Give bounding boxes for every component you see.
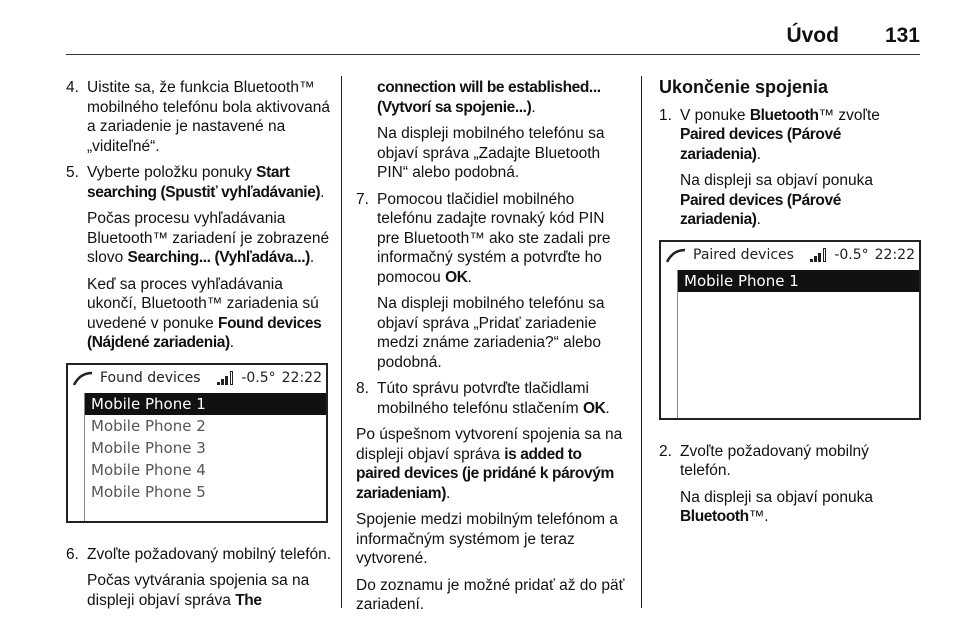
step-text: V ponuke Bluetooth™ zvoľte Paired devices (Párové zariadenia). (680, 106, 880, 163)
paragraph: Do zoznamu je možné pridať až do päť zariadení. (356, 576, 625, 613)
step-text: Na displeji sa objaví ponuka Paired devices (Párové zariadenia). (680, 172, 874, 228)
step-8 (356, 379, 628, 418)
step-text: Na displeji mobilného telefónu sa objaví správa „Pridať zariadenie medzi známe zariadenia?“ alebo podobná. (377, 295, 605, 371)
step-number: 5. (66, 164, 79, 181)
screen-body (68, 393, 326, 521)
step-text: Pomocou tlačidiel mobilného telefónu zadajte rovnaký kód PIN pre Bluetooth™ ako ste zadali pre informačný systém a potvrďte ho pomocou OK. (377, 190, 611, 286)
column-2 (356, 78, 628, 622)
screen-title: Found devices (100, 369, 201, 386)
phone-handset-icon (72, 371, 94, 387)
menu-term: Start searching (Spustiť vyhľadávanie) (87, 164, 321, 201)
step-5 (66, 163, 334, 353)
device-item[interactable]: Mobile Phone 3 (91, 438, 206, 457)
menu-term: The (235, 591, 262, 609)
menu-term: Bluetooth (680, 508, 749, 525)
step-number: 1. (659, 106, 672, 124)
step-number: 4. (66, 79, 79, 96)
menu-term: OK (582, 399, 606, 417)
menu-term: Paired devices (Párové zariadenia) (680, 126, 841, 163)
chapter-title: Úvod (786, 24, 839, 47)
phone-handset-icon (665, 248, 687, 264)
temperature-readout: -0.5° (241, 369, 276, 386)
step-text: Na displeji mobilného telefónu sa objaví správa „Zadajte Bluetooth PIN“ alebo podobná. (377, 125, 605, 181)
step-6 (66, 545, 334, 611)
step-text: Počas procesu vyhľadávania Bluetooth™ zariadení je zobrazené slovo Searching... (Vyhľadáva...). (87, 210, 330, 266)
page-header (786, 20, 920, 52)
paired-devices-screen (659, 240, 921, 420)
clock-readout: 22:22 (281, 369, 322, 386)
step-number: 6. (66, 545, 79, 563)
screen-status-bar (661, 242, 919, 270)
section-title: Ukončenie spojenia (659, 77, 829, 97)
scroll-edge (661, 270, 678, 418)
device-list (85, 393, 326, 521)
device-item[interactable]: Mobile Phone 4 (91, 460, 206, 479)
step-4 (66, 78, 334, 156)
signal-strength-icon (217, 373, 235, 385)
step-text: Zvoľte požadovaný mobilný telefón. (87, 545, 332, 563)
paragraph: Spojenie medzi mobilným telefónom a informačným systémom je teraz vytvorené. (356, 511, 618, 567)
menu-term: OK (445, 268, 468, 286)
menu-term: Bluetooth (749, 106, 819, 124)
paragraph: Po úspešnom vytvorení spojenia sa na displeji objaví správa is added to paired devices (je pridáné k párovým zariadeniam). (356, 426, 623, 502)
step-text: Vyberte položku ponuky Start searching (Spustiť vyhľadávanie). (87, 164, 325, 201)
column-divider (341, 76, 342, 608)
scroll-edge (68, 393, 85, 521)
column-1 (66, 78, 334, 617)
menu-term: is added to paired devices (je pridáné k párovým zariadeniam) (356, 445, 614, 502)
temperature-readout: -0.5° (834, 246, 869, 263)
step-number: 7. (356, 190, 369, 208)
step-1 (659, 106, 921, 230)
menu-term: Paired devices (Párové zariadenia) (680, 191, 841, 228)
found-devices-screen (66, 363, 328, 523)
device-item[interactable]: Mobile Phone 1 (678, 270, 919, 292)
screen-body (661, 270, 919, 418)
step-text: Keď sa proces vyhľadávania ukončí, Bluetooth™ zariadenia sú uvedené v ponuke Found devices (Nájdené zariadenia). (87, 275, 322, 351)
step-text: Na displeji sa objaví ponuka Bluetooth™. (680, 488, 874, 525)
column-3 (659, 78, 921, 534)
device-list (678, 270, 919, 418)
step-2 (659, 442, 921, 527)
device-item[interactable]: Mobile Phone 5 (91, 482, 206, 501)
menu-term: Found devices (Nájdené zariadenia) (87, 314, 322, 351)
menu-term: Searching... (Vyhľadáva...) (127, 249, 310, 266)
step-text: Zvoľte požadovaný mobilný telefón. (680, 442, 869, 479)
screen-title: Paired devices (693, 246, 794, 263)
page-number: 131 (884, 24, 920, 47)
header-rule (66, 54, 920, 55)
step-6-continued (356, 78, 628, 183)
signal-strength-icon (810, 250, 828, 262)
step-text: Počas vytvárania spojenia sa na displeji objaví správa The (87, 572, 310, 609)
step-text: connection will be established... (Vytvorí sa spojenie...). (377, 79, 601, 116)
step-number: 8. (356, 380, 369, 397)
step-7 (356, 190, 628, 373)
device-item[interactable]: Mobile Phone 2 (91, 416, 206, 435)
device-item[interactable]: Mobile Phone 1 (85, 393, 326, 415)
step-text: Uistite sa, že funkcia Bluetooth™ mobilného telefónu bola aktivovaná a zariadenie je nastavené na „viditeľné“. (87, 79, 331, 155)
step-number: 2. (659, 442, 672, 460)
menu-term: connection will be established... (Vytvorí sa spojenie...) (377, 79, 601, 116)
clock-readout: 22:22 (874, 246, 915, 263)
step-text: Túto správu potvrďte tlačidlami mobilného telefónu stlačením OK. (377, 380, 610, 417)
screen-status-bar (68, 365, 326, 393)
column-divider (641, 76, 642, 608)
